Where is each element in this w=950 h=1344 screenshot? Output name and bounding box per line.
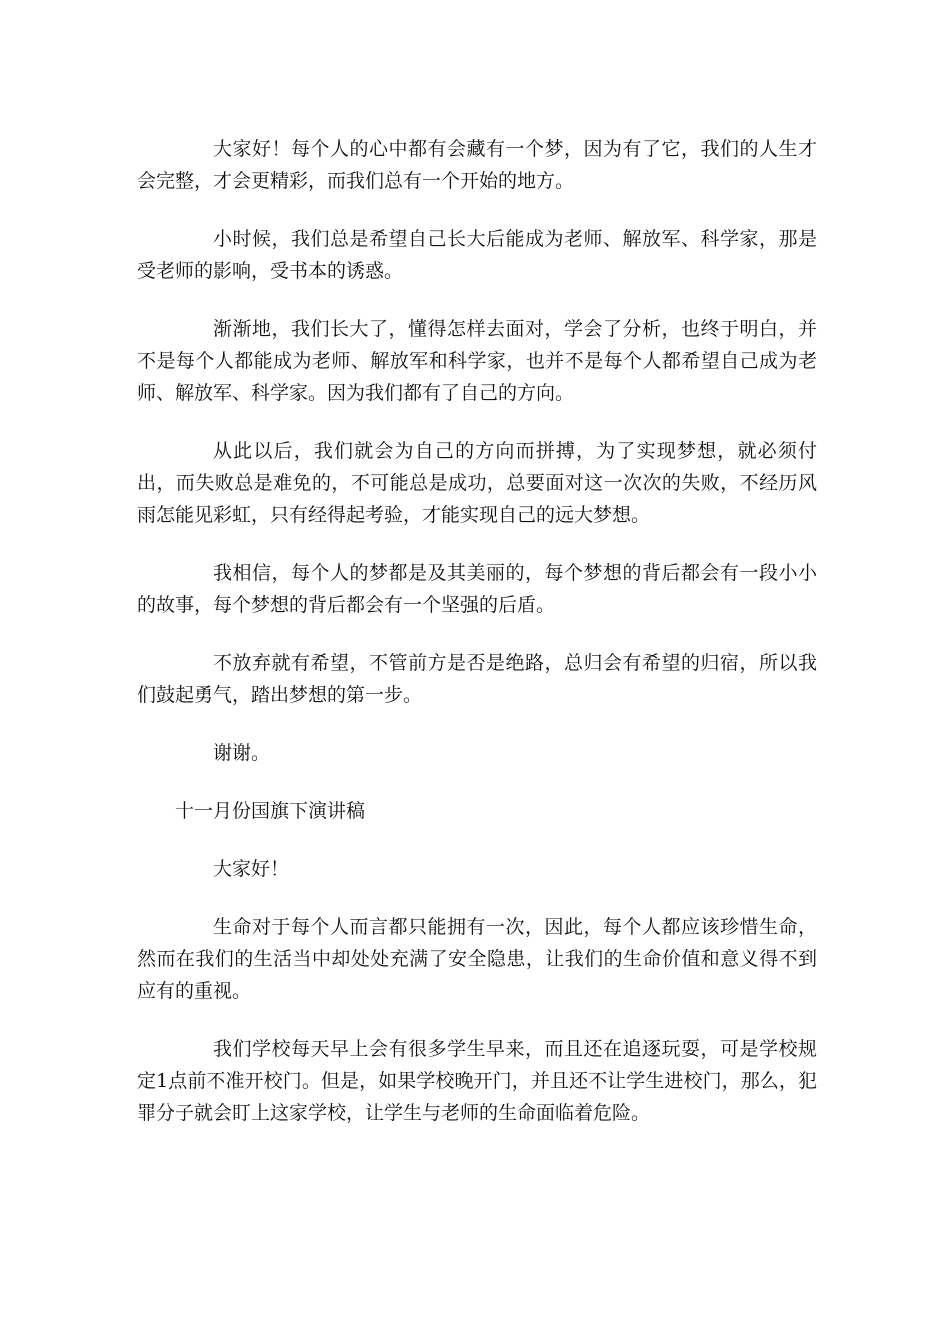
paragraph-growing-up: 渐渐地，我们长大了，懂得怎样去面对，学会了分析，也终于明白，并不是每个人都能成为老师、解放军和科学家，也并不是每个人都希望自己成为老师、解放军、科学家。因为我们都有了自己的方向。 <box>137 318 817 404</box>
paragraph-hope: 不放弃就有希望，不管前方是否是绝路，总归会有希望的归宿，所以我们鼓起勇气，踏出梦想的第一步。 <box>137 652 817 706</box>
section-title: 十一月份国旗下演讲稿 <box>175 800 366 822</box>
paragraph-life: 生命对于每个人而言都只能拥有一次，因此，每个人都应该珍惜生命，然而在我们的生活当中却处处充满了安全隐患，让我们的生命价值和意义得不到应有的重视。 <box>137 916 817 1002</box>
paragraph-school: 我们学校每天早上会有很多学生早来，而且还在追逐玩耍，可是学校规定1点前不准开校门。但是，如果学校晚开门，并且还不让学生进校门，那么，犯罪分子就会盯上这家学校，让学生与老师的生命面临着危险。 <box>137 1038 817 1124</box>
paragraph-greeting: 大家好！每个人的心中都有会藏有一个梦，因为有了它，我们的人生才会完整，才会更精彩，而我们总有一个开始的地方。 <box>137 138 817 192</box>
document-body <box>137 133 817 1155</box>
paragraph-childhood: 小时候，我们总是希望自己长大后能成为老师、解放军、科学家，那是受老师的影响，受书本的诱惑。 <box>137 228 817 282</box>
paragraph-struggle: 从此以后，我们就会为自己的方向而拼搏，为了实现梦想，就必须付出，而失败总是难免的，不可能总是成功，总要面对这一次次的失败，不经历风雨怎能见彩虹，只有经得起考验，才能实现自己的远大梦想。 <box>137 440 817 526</box>
paragraph-thanks: 谢谢。 <box>213 742 271 764</box>
paragraph-section-greeting: 大家好！ <box>213 858 290 880</box>
paragraph-belief: 我相信，每个人的梦都是及其美丽的，每个梦想的背后都会有一段小小的故事，每个梦想的背后都会有一个坚强的后盾。 <box>137 562 817 616</box>
